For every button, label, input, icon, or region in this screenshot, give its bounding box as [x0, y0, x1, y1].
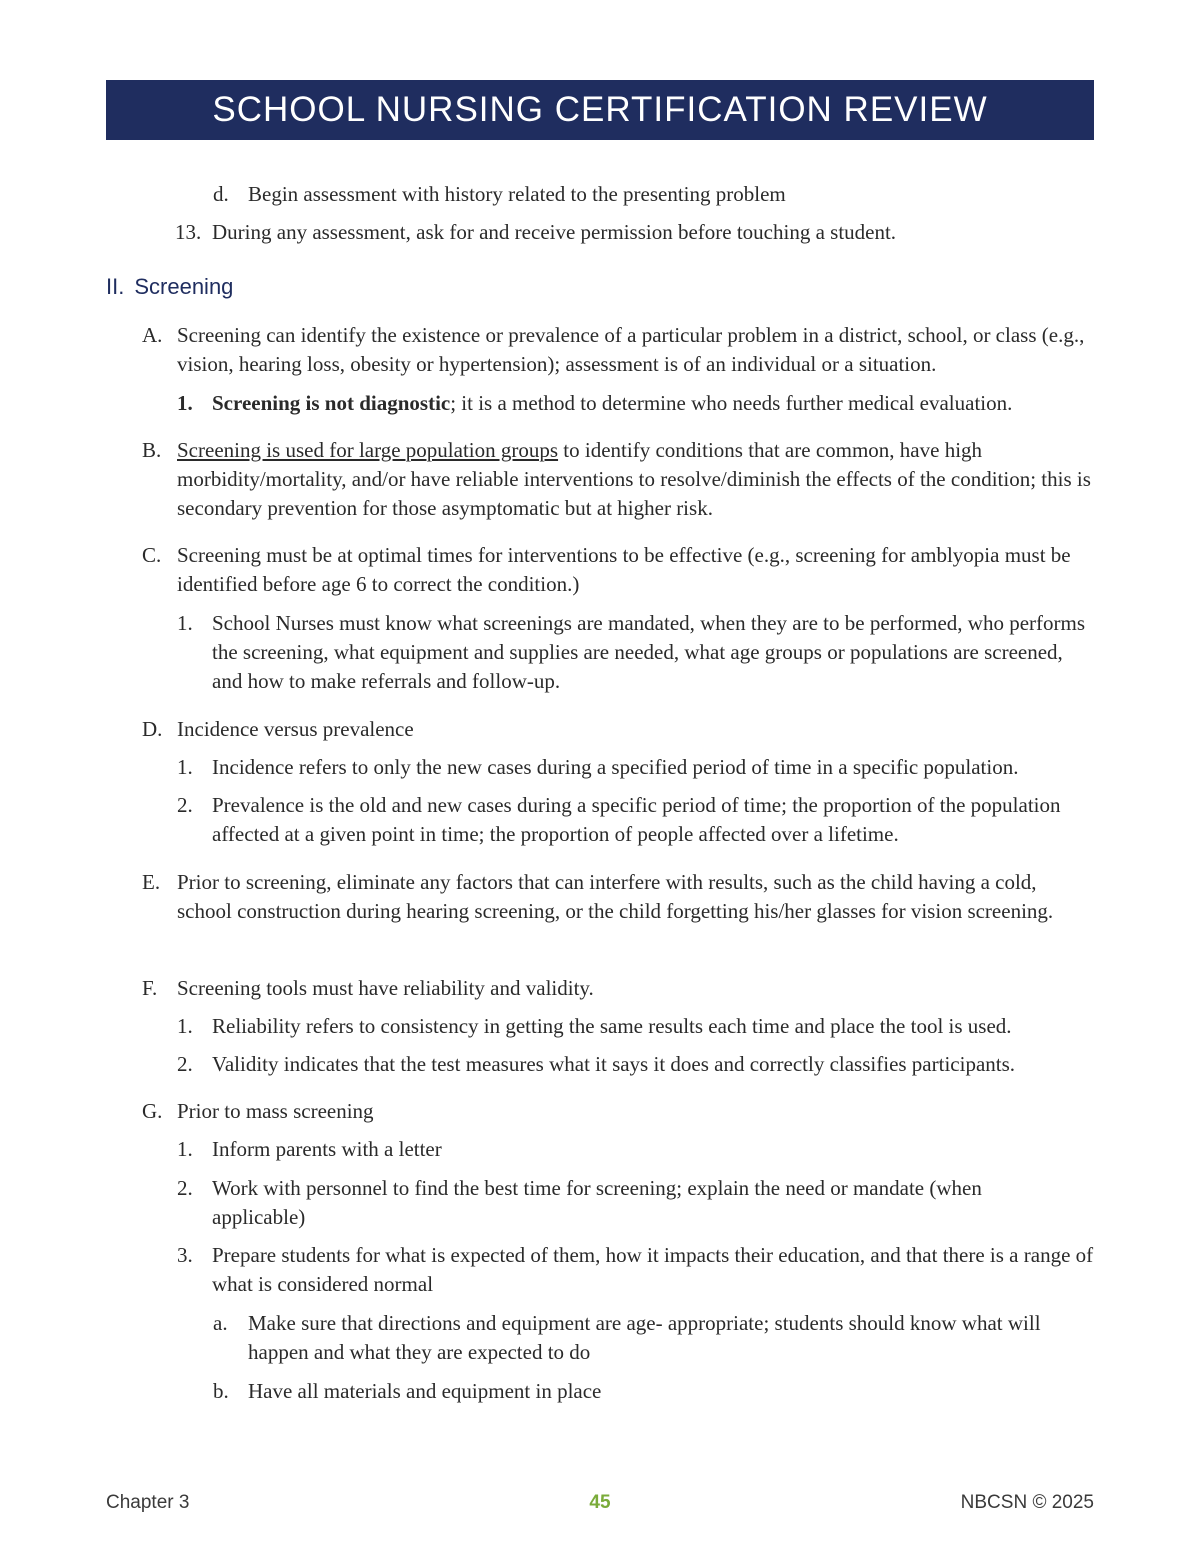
list-item-G3b	[213, 1377, 1098, 1406]
item-text: Prevalence is the old and new cases during a specific period of time; the proportion of the population affected at a given point in time; the proportion of people affected over a lifetime.	[212, 793, 1061, 846]
item-underlined-text: Screening is used for large population groups	[177, 438, 559, 462]
item-text: During any assessment, ask for and receive permission before touching a student.	[212, 220, 897, 244]
list-item-A	[142, 321, 1092, 379]
page-number: 45	[589, 1492, 611, 1513]
list-item-D1	[177, 753, 1098, 782]
section-heading	[106, 272, 233, 301]
item-label: E.	[142, 870, 161, 894]
item-label: 13.	[175, 220, 202, 244]
item-text: Reliability refers to consistency in getting the same results each time and place the tool is used.	[212, 1014, 1012, 1038]
list-item-G2	[177, 1174, 1072, 1232]
section-title: Screening	[134, 274, 234, 299]
item-label: 1.	[177, 391, 193, 415]
item-text: Prepare students for what is expected of them, how it impacts their education, and that there is a range of what is considered normal	[212, 1243, 1094, 1296]
item-text: Screening can identify the existence or prevalence of a particular problem in a district, school, or class (e.g., vision, hearing loss, obesity or hypertension); assessment is of an individual or a situation.	[177, 323, 1085, 376]
item-label: 1.	[177, 755, 193, 779]
list-item-D	[142, 715, 1092, 744]
list-item-C	[142, 541, 1092, 599]
list-item-F2	[177, 1050, 1098, 1079]
item-text: Make sure that directions and equipment are age- appropriate; students should know what will happen and what they are expected to do	[248, 1311, 1041, 1364]
list-item-A1	[177, 389, 1092, 418]
item-label: C.	[142, 543, 162, 567]
item-label: 1.	[177, 611, 193, 635]
list-item-F1	[177, 1012, 1098, 1041]
item-text: Incidence refers to only the new cases during a specified period of time in a specific population.	[212, 755, 1019, 779]
item-label: D.	[142, 717, 163, 741]
item-label: 2.	[177, 1052, 193, 1076]
item-label: 2.	[177, 793, 193, 817]
list-item-B	[142, 436, 1092, 523]
item-label: G.	[142, 1099, 163, 1123]
item-label: A.	[142, 323, 163, 347]
item-text: ; it is a method to determine who needs further medical evaluation.	[450, 391, 1013, 415]
list-item-C1	[177, 609, 1098, 696]
item-bold-text: Screening is not diagnostic	[212, 391, 451, 415]
item-label: 2.	[177, 1176, 193, 1200]
item-label: 1.	[177, 1137, 193, 1161]
item-label: a.	[213, 1311, 228, 1335]
item-text: Incidence versus prevalence	[177, 717, 414, 741]
item-label: 1.	[177, 1014, 193, 1038]
item-text: Have all materials and equipment in place	[248, 1379, 602, 1403]
list-item-G3	[177, 1241, 1098, 1299]
item-text: Screening must be at optimal times for interventions to be effective (e.g., screening for amblyopia must be identified before age 6 to correct the condition.)	[177, 543, 1071, 596]
item-text: to identify conditions that are common, have high morbidity/mortality, and/or have reliable interventions to resolve/diminish the effects of the condition; this is secondary prevention for those asymptomatic but at higher risk.	[177, 438, 1091, 520]
list-item-E	[142, 868, 1092, 926]
item-text: Screening tools must have reliability and validity.	[177, 976, 594, 1000]
list-item-F	[142, 974, 1092, 1003]
list-item-G1	[177, 1135, 1092, 1164]
list-item-D2	[177, 791, 1098, 849]
footer-copyright: NBCSN © 2025	[960, 1492, 1094, 1513]
page-footer	[106, 1492, 1094, 1518]
item-text: Prior to screening, eliminate any factors that can interfere with results, such as the child having a cold, school construction during hearing screening, or the child forgetting his/her glasses for vision screening.	[177, 870, 1054, 923]
item-text: Inform parents with a letter	[212, 1137, 442, 1161]
list-item-G	[142, 1097, 1092, 1126]
item-label: F.	[142, 976, 158, 1000]
page-header-banner	[106, 80, 1094, 140]
item-label: 3.	[177, 1243, 193, 1267]
item-text: Prior to mass screening	[177, 1099, 374, 1123]
section-number: II.	[106, 274, 125, 299]
item-text: Begin assessment with history related to the presenting problem	[248, 182, 786, 206]
item-text: School Nurses must know what screenings are mandated, when they are to be performed, who performs the screening, what equipment and supplies are needed, what age groups or populations are screened, and how to make referrals and follow-up.	[212, 611, 1085, 693]
item-label: d.	[213, 182, 229, 206]
item-label: B.	[142, 438, 162, 462]
list-item-G3a	[213, 1309, 1098, 1367]
list-item-prior-d	[213, 180, 1088, 209]
item-label: b.	[213, 1379, 229, 1403]
list-item-prior-13	[175, 218, 1088, 247]
item-text: Work with personnel to find the best time for screening; explain the need or mandate (when applicable)	[212, 1176, 982, 1229]
header-title: SCHOOL NURSING CERTIFICATION REVIEW	[212, 90, 988, 129]
footer-chapter: Chapter 3	[106, 1492, 190, 1513]
item-text: Validity indicates that the test measures what it says it does and correctly classifies participants.	[212, 1052, 1016, 1076]
